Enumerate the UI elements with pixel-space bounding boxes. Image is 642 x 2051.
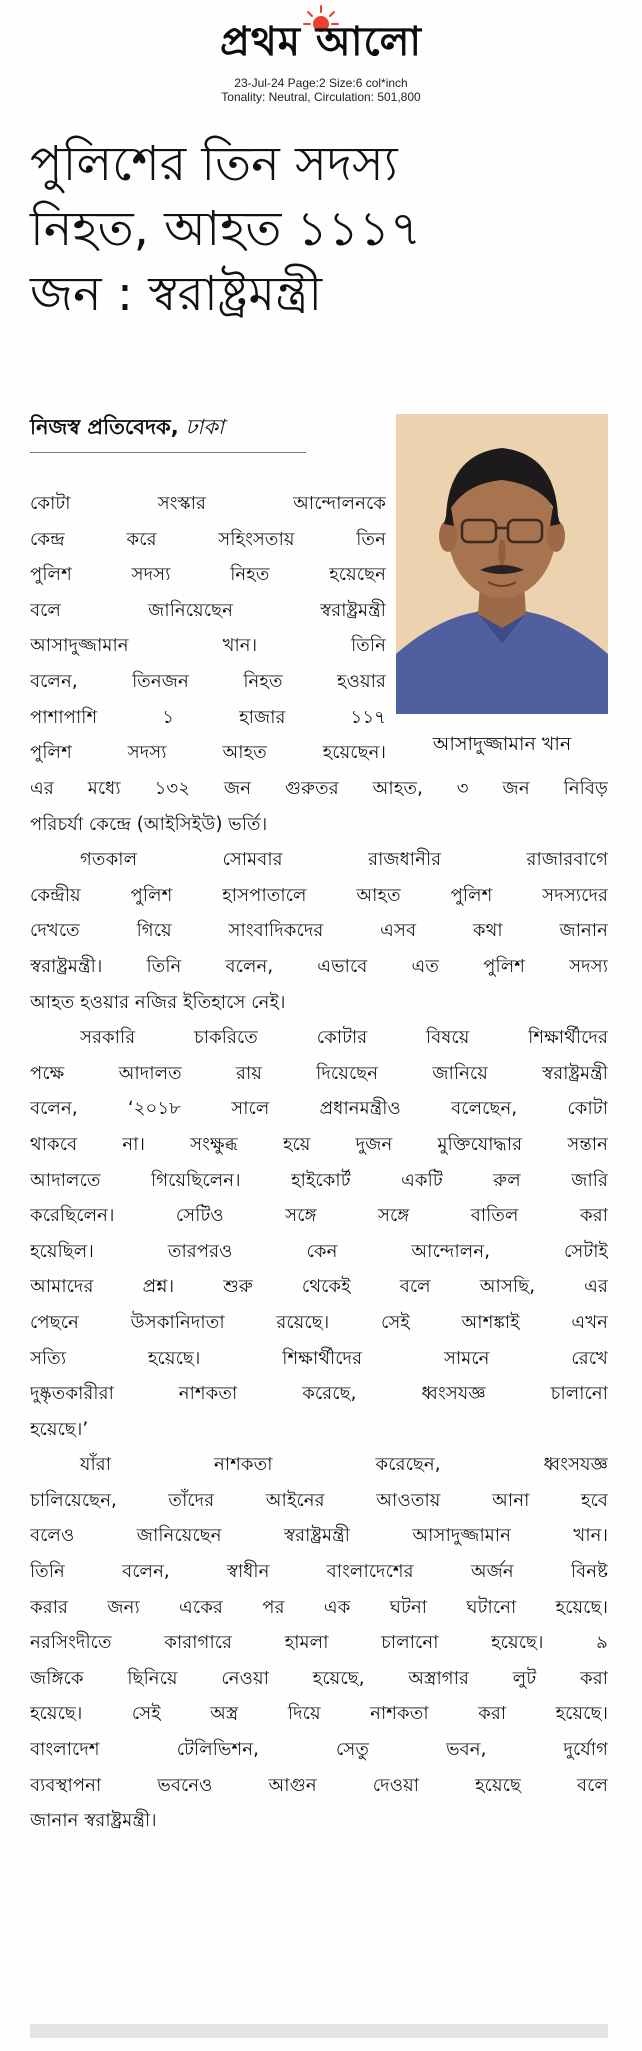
body-line: আসাদুজ্জামান খান। তিনি xyxy=(30,635,386,657)
newspaper-logo: প্রথম আলো xyxy=(219,18,423,65)
body-line: দেখতে গিয়ে সাংবাদিকদের এসব কথা জানান xyxy=(30,920,608,942)
body-line: পক্ষে আদালত রায় দিয়েছেন জানিয়ে স্বরাষ্ট্রমন্ত্রী xyxy=(30,1062,608,1084)
minister-photo xyxy=(396,414,608,714)
body-line: থাকবে না। সংক্ষুব্ধ হয়ে দুজন মুক্তিযোদ্ধার সন্তান xyxy=(30,1133,608,1155)
body-line: বলেও জানিয়েছেন স্বরাষ্ট্রমন্ত্রী আসাদুজ্জামান খান। xyxy=(30,1525,608,1547)
byline-divider xyxy=(30,452,306,453)
body-line: জঙ্গিকে ছিনিয়ে নেওয়া হয়েছে, অস্ত্রাগার লুট করা xyxy=(30,1667,608,1689)
body-line: করেছিলেন। সেটিও সঙ্গে সঙ্গে বাতিল করা xyxy=(30,1205,608,1227)
body-line: জানান স্বরাষ্ট্রমন্ত্রী। xyxy=(30,1810,157,1832)
headline-line: নিহত, আহত ১১১৭ xyxy=(30,201,422,257)
body-line: করার জন্য একের পর এক ঘটনা ঘটানো হয়েছে। xyxy=(30,1596,608,1618)
body-line: পুলিশ সদস্য আহত হয়েছেন। xyxy=(30,742,386,764)
body-line: হয়েছিল। তারপরও কেন আন্দোলন, সেটাই xyxy=(30,1240,608,1262)
bottom-border-band xyxy=(30,2024,608,2038)
headline xyxy=(30,132,570,327)
body-line: নরসিংদীতে কারাগারে হামলা চালানো হয়েছে। ৯ xyxy=(30,1632,608,1654)
article-body-narrow xyxy=(30,486,386,771)
body-line: সত্যি হয়েছে। শিক্ষার্থীদের সামনে রেখে xyxy=(30,1347,608,1369)
body-line: আহত হওয়ার নজির ইতিহাসে নেই। xyxy=(30,991,286,1013)
article-body-wide xyxy=(30,771,608,1839)
portrait-illustration xyxy=(396,414,608,714)
body-line: তিনি বলেন, স্বাধীন বাংলাদেশের অর্জন বিনষ্ট xyxy=(30,1561,608,1583)
body-line: ব্যবস্থাপনা ভবনেও আগুন দেওয়া হয়েছে বলে xyxy=(30,1774,608,1796)
body-line: বলে জানিয়েছেন স্বরাষ্ট্রমন্ত্রী xyxy=(30,599,386,621)
body-line: হয়েছে। সেই অস্ত্র দিয়ে নাশকতা করা হয়েছে। xyxy=(30,1703,608,1725)
body-line: পুলিশ সদস্য নিহত হয়েছেন xyxy=(30,564,386,586)
body-line: হয়েছে।’ xyxy=(30,1418,89,1440)
body-line: পরিচর্যা কেন্দ্রে (আইসিইউ) ভর্তি। xyxy=(30,813,268,835)
body-line: বলেন, তিনজন নিহত হওয়ার xyxy=(30,670,386,692)
photo-caption: আসাদুজ্জামান খান xyxy=(432,733,572,755)
body-line: আদালতে গিয়েছিলেন। হাইকোর্ট একটি রুল জারি xyxy=(30,1169,608,1191)
body-line: বাংলাদেশ টেলিভিশন, সেতু ভবন, দুর্যোগ xyxy=(30,1739,608,1761)
body-line: চালিয়েছেন, তাঁদের আইনের আওতায় আনা হবে xyxy=(30,1489,608,1511)
clip-meta-line: Tonality: Neutral, Circulation: 501,800 xyxy=(221,90,421,104)
headline-line: জন : স্বরাষ্ট্রমন্ত্রী xyxy=(30,266,323,322)
body-line: পেছনে উসকানিদাতা রয়েছে। সেই আশঙ্কাই এখন xyxy=(30,1311,608,1333)
body-line: দুষ্কৃতকারীরা নাশকতা করেছে, ধ্বংসযজ্ঞ চালানো xyxy=(30,1383,608,1405)
byline-reporter: নিজস্ব প্রতিবেদক, xyxy=(30,415,179,439)
body-line: কেন্দ্র করে সহিংসতায় তিন xyxy=(30,528,386,550)
paragraph-start-line: গতকাল সোমবার রাজধানীর রাজারবাগে xyxy=(80,849,608,871)
paragraph-start-line: সরকারি চাকরিতে কোটার বিষয়ে শিক্ষার্থীদের xyxy=(80,1027,608,1049)
clip-meta-line: 23-Jul-24 Page:2 Size:6 col*inch xyxy=(234,76,408,90)
body-line: স্বরাষ্ট্রমন্ত্রী। তিনি বলেন, এভাবে এত পুলিশ সদস্য xyxy=(30,955,608,977)
byline-location: ঢাকা xyxy=(185,415,225,439)
headline-line: পুলিশের তিন সদস্য xyxy=(30,136,398,192)
body-line: আমাদের প্রশ্ন। শুরু থেকেই বলে আসছি, এর xyxy=(30,1276,608,1298)
body-line: পাশাপাশি ১ হাজার ১১৭ xyxy=(30,706,386,728)
body-line: কোটা সংস্কার আন্দোলনকে xyxy=(30,493,386,514)
body-line: কেন্দ্রীয় পুলিশ হাসপাতালে আহত পুলিশ সদস্যদের xyxy=(30,884,608,906)
body-line: এর মধ্যে ১৩২ জন গুরুতর আহত, ৩ জন নিবিড় xyxy=(30,778,608,799)
paragraph-start-line: যাঁরা নাশকতা করেছেন, ধ্বংসযজ্ঞ xyxy=(80,1454,608,1476)
body-line: বলেন, ‘২০১৮ সালে প্রধানমন্ত্রীও বলেছেন, কোটা xyxy=(30,1098,608,1120)
masthead xyxy=(0,0,642,112)
byline xyxy=(30,412,310,442)
clip-metadata xyxy=(0,76,642,104)
